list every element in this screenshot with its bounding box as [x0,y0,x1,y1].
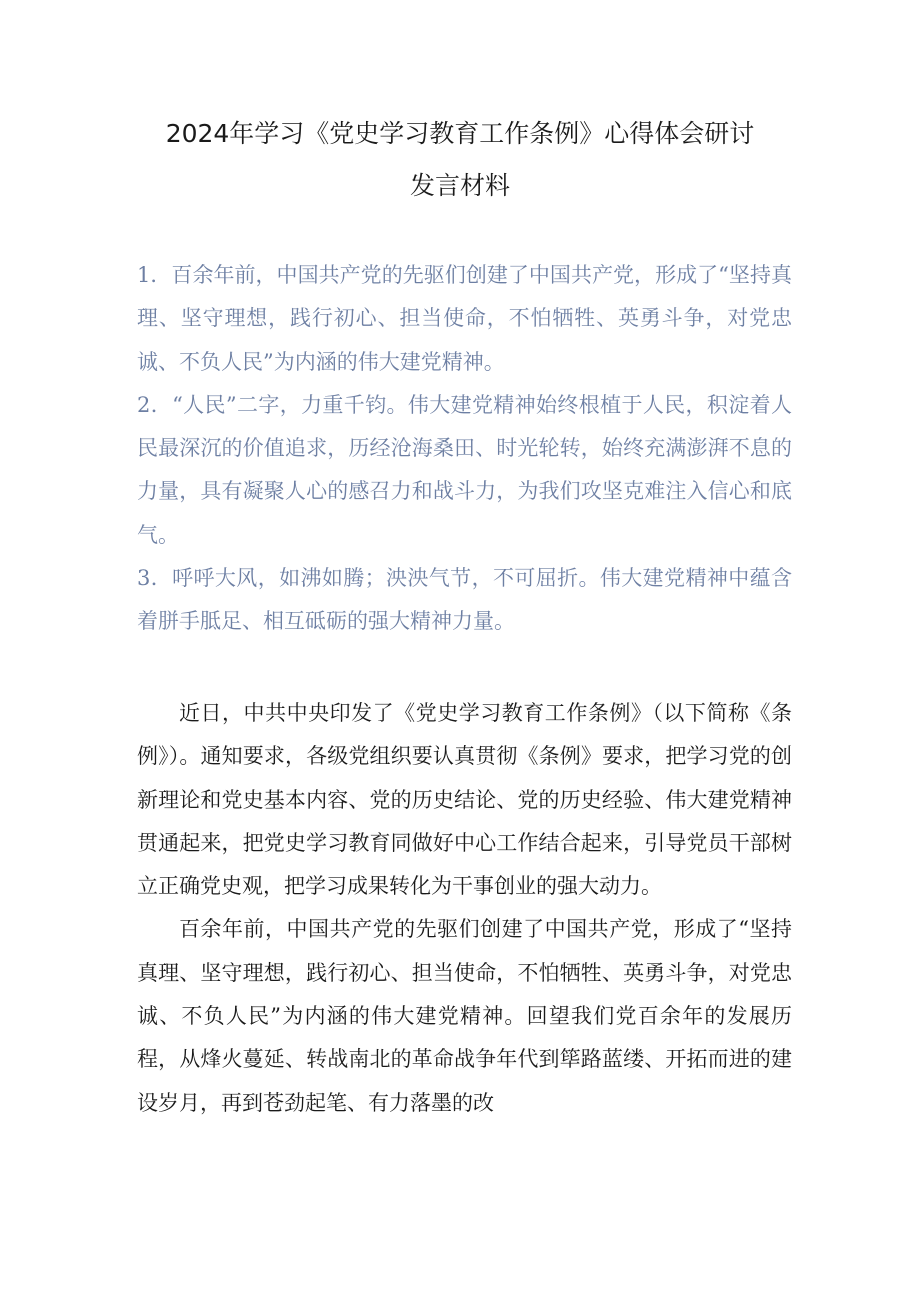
summary-point-1: 1．百余年前，中国共产党的先驱们创建了中国共产党，形成了“坚持真理、坚守理想，践行初心、担当使命，不怕牺牲、英勇斗争，对党忠诚、不负人民”为内涵的伟大建党精神。 [137,263,792,374]
body-paragraph-2: 百余年前，中国共产党的先驱们创建了中国共产党，形成了“坚持真理、坚守理想，践行初心、担当使命，不怕牺牲、英勇斗争，对党忠诚、不负人民”为内涵的伟大建党精神。回望我们党百余年的发展历程，从烽火蔓延、转战南北的革命战争年代到筚路蓝缕、开拓而进的建设岁月，再到苍劲起笔、有力落墨的改 [137,917,792,1115]
document-body [137,692,792,1125]
summary-point-3: 3．呼呼大风，如沸如腾；泱泱气节，不可屈折。伟大建党精神中蕴含着胼手胝足、相互砥砺的强大精神力量。 [137,566,792,634]
summary-point-2: 2．“人民”二字，力重千钧。伟大建党精神始终根植于人民，积淀着人民最深沉的价值追求，历经沧海桑田、时光轮转，始终充满澎湃不息的力量，具有凝聚人心的感召力和战斗力，为我们攻坚克难注入信心和底气。 [137,392,792,547]
document-title-line-2: 发言材料 [409,171,510,200]
summary-points [137,254,792,644]
body-paragraph-1: 近日，中共中央印发了《党史学习教育工作条例》（以下简称《条例》）。通知要求，各级党组织要认真贯彻《条例》要求，把学习党的创新理论和党史基本内容、党的历史结论、党的历史经验、伟大建党精神贯通起来，把党史学习教育同做好中心工作结合起来，引导党员干部树立正确党史观，把学习成果转化为干事创业的强大动力。 [137,701,792,899]
document-title-line-1: 2024年学习《党史学习教育工作条例》心得体会研讨 [165,119,755,148]
